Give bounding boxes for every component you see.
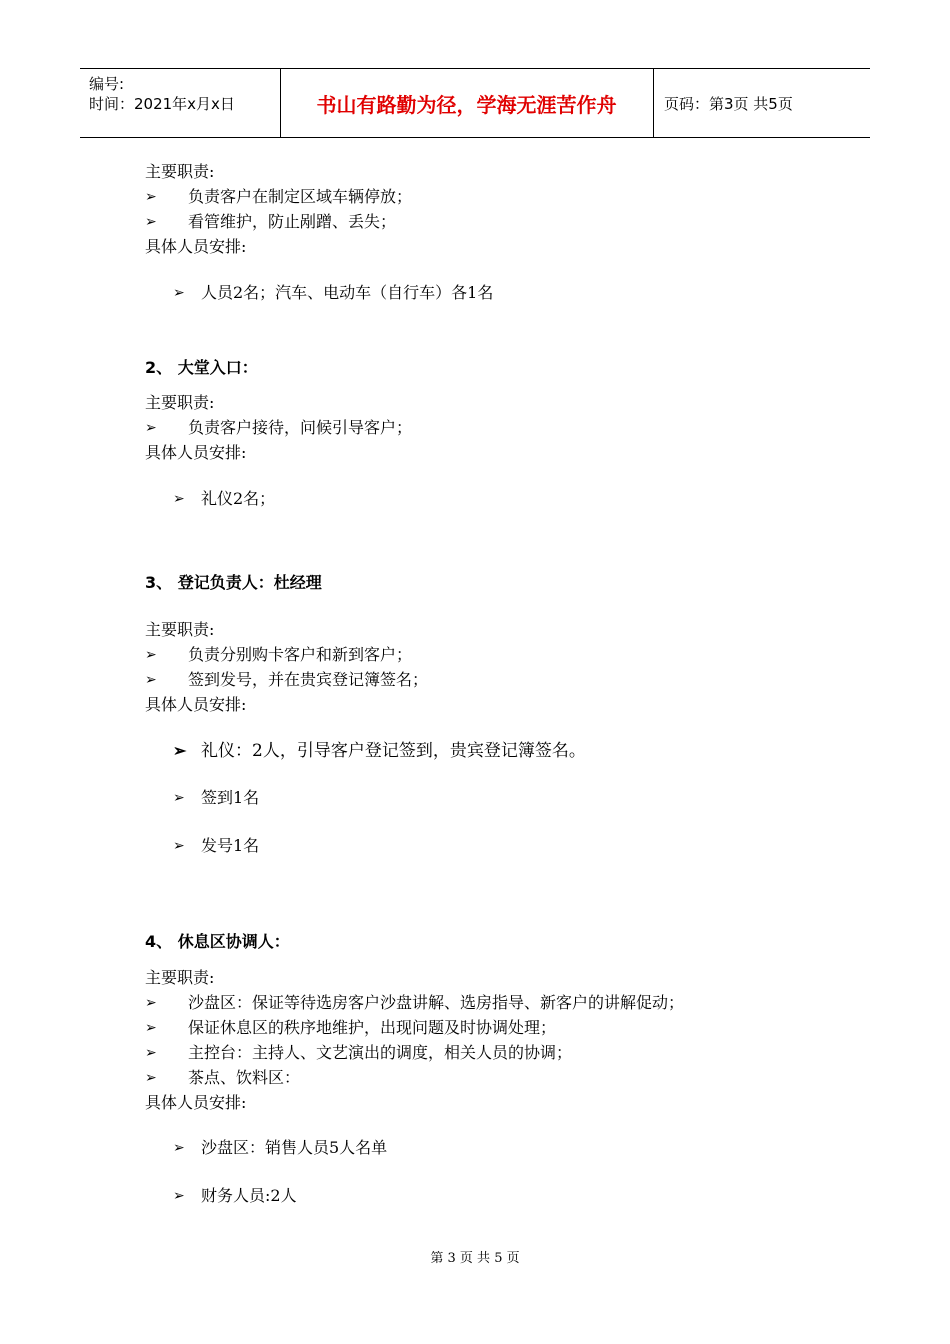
arrow-bullet-icon: ➢ (173, 838, 185, 854)
header-divider (653, 69, 654, 137)
arrow-bullet-icon: ➢ (145, 672, 157, 688)
arrow-bullet-icon: ➢ (145, 189, 157, 205)
list-item: ➢ 负责客户接待，问候引导客户； (145, 418, 413, 437)
list-item: ➢ 礼仪2名； (173, 489, 276, 508)
arrow-bullet-icon: ➢ (173, 491, 185, 507)
duties-label: 主要职责: (145, 162, 215, 181)
page-footer: 第 3 页 共 5 页 (430, 1251, 520, 1266)
arrow-bullet-icon: ➢ (145, 420, 157, 436)
duties-label: 主要职责: (145, 620, 215, 639)
number-label: 编号: (89, 75, 125, 93)
arrow-bullet-icon: ➢ (173, 1188, 185, 1204)
list-item: ➢ 沙盘区：保证等待选房客户沙盘讲解、选房指导、新客户的讲解促动； (145, 993, 685, 1012)
arrow-bullet-icon: ➢ (145, 1045, 157, 1061)
staff-label: 具体人员安排: (145, 443, 247, 462)
arrow-bullet-icon: ➢ (173, 1140, 185, 1156)
arrow-bullet-icon: ➢ (173, 285, 185, 301)
staff-label: 具体人员安排: (145, 1093, 247, 1112)
list-item: ➢ 茶点、饮料区： (145, 1068, 301, 1087)
section-heading: 2、 大堂入口： (145, 358, 258, 377)
staff-label: 具体人员安排: (145, 695, 247, 714)
page-header (80, 68, 870, 138)
list-item: ➢ 签到1名 (173, 788, 260, 807)
list-item: ➢ 沙盘区：销售人员5人名单 (173, 1138, 388, 1157)
arrow-bullet-icon: ➢ (145, 1020, 157, 1036)
list-item: ➢ 看管维护，防止剐蹭、丢失； (145, 212, 397, 231)
list-item: ➢ 人员2名；汽车、电动车（自行车）各1名 (173, 283, 494, 302)
arrow-bullet-icon: ➢ (145, 995, 157, 1011)
list-item: ➢ 主控台：主持人、文艺演出的调度，相关人员的协调； (145, 1043, 573, 1062)
list-item: ➢ 负责分别购卡客户和新到客户； (145, 645, 413, 664)
arrow-bullet-icon: ➢ (145, 647, 157, 663)
arrow-bullet-icon: ➢ (173, 741, 187, 760)
list-item: ➢ 财务人员:2人 (173, 1186, 297, 1205)
section-heading: 3、 登记负责人：杜经理 (145, 573, 322, 592)
list-item: ➢ 保证休息区的秩序地维护，出现问题及时协调处理； (145, 1018, 557, 1037)
header-page-label: 页码：第3页 共5页 (664, 95, 793, 113)
list-item: ➢ 签到发号，并在贵宾登记簿签名； (145, 670, 429, 689)
date-label: 时间：2021年x月x日 (89, 95, 235, 113)
section-heading: 4、 休息区协调人： (145, 932, 290, 951)
arrow-bullet-icon: ➢ (145, 214, 157, 230)
arrow-bullet-icon: ➢ (145, 1070, 157, 1086)
header-meta (80, 69, 280, 137)
header-motto: 书山有路勤为径，学海无涯苦作舟 (316, 92, 617, 117)
staff-label: 具体人员安排: (145, 237, 247, 256)
list-item: ➢ 负责客户在制定区域车辆停放； (145, 187, 413, 206)
duties-label: 主要职责: (145, 393, 215, 412)
arrow-bullet-icon: ➢ (173, 790, 185, 806)
list-item: ➢ 礼仪：2人，引导客户登记签到，贵宾登记簿签名。 (173, 741, 586, 761)
list-item: ➢ 发号1名 (173, 836, 260, 855)
duties-label: 主要职责: (145, 968, 215, 987)
